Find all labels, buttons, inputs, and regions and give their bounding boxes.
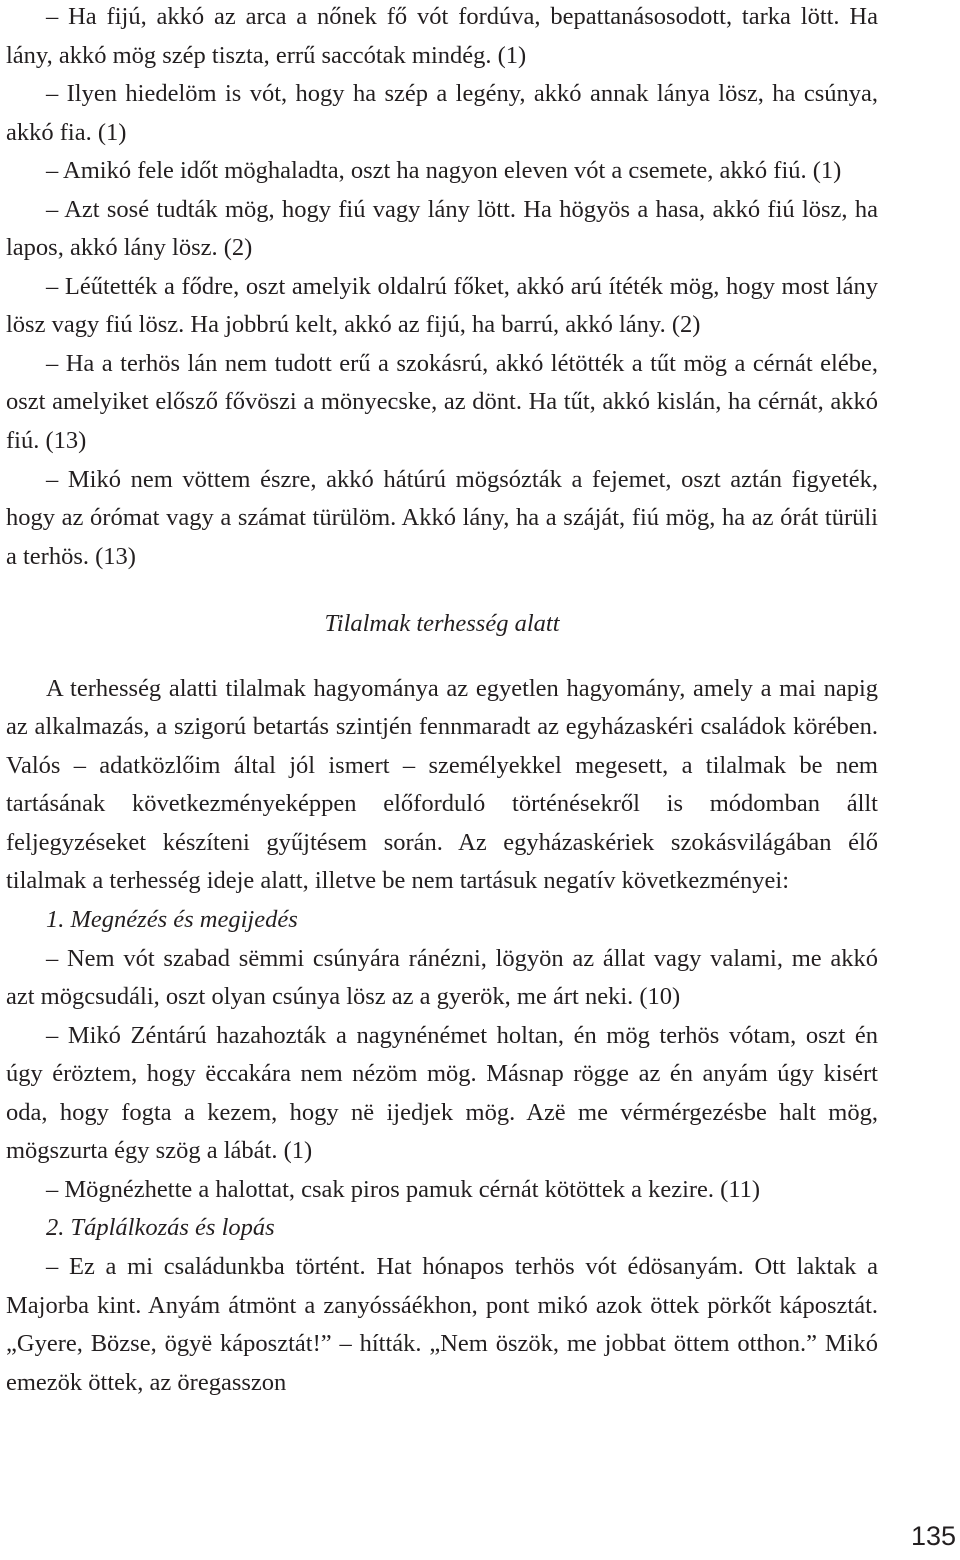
section-title: Tilalmak terhesség alatt	[324, 610, 560, 638]
paragraph: – Léűtették a fődre, oszt amelyik oldalrú főket, akkó arú ítéték mög, hogy most lány lösz vagy fiú lösz. Ha jobbrú kelt, akkó az fijú, ha barrú, akkó lány. (2)	[6, 272, 878, 339]
paragraph: – Ha fijú, akkó az arca a nőnek fő vót fordúva, bepattanásosodott, tarka lött. Ha lány, akkó mög szép tiszta, errű saccótak mindég. (1)	[6, 3, 878, 69]
paragraph: – Ez a mi családunkba történt. Hat hónapos terhös vót édösanyám. Ott laktak a Majorba kint. Anyám átmönt a zanyóssáékhon, pont mikó azok öttek pörkőt káposztát. „Gyere, Bözse, ögyë káposztát!” – hítták. „Nem öszök, me jobbat öttem otthon.” Mikó emezök öttek, az öregasszon	[6, 1252, 878, 1396]
paragraph: – Mikó Zéntárú hazahozták a nagynénémet holtan, én mög terhös vótam, oszt én úgy éröztem, hogy ëccakára nem nézöm mög. Másnap rögge az én anyám úgy kisért oda, hogy fogta a kezem, hogy në ijedjek mög. Azë me vérmérgezésbe halt mög, mögszurta égy szög a lábát. (1)	[6, 1021, 878, 1165]
page-number: 135	[910, 1521, 956, 1551]
paragraph: – Amikó fele időt möghaladta, oszt ha nagyon eleven vót a csemete, akkó fiú. (1)	[46, 157, 842, 185]
paragraph: – Azt sosé tudták mög, hogy fiú vagy lány lött. Ha högyös a hasa, akkó fiú lösz, ha lapos, akkó lány lösz. (2)	[6, 195, 878, 262]
paragraph: – Ilyen hiedelöm is vót, hogy ha szép a legény, akkó annak lánya lösz, ha csúnya, akkó fia. (1)	[6, 80, 878, 146]
intro-paragraph: A terhesség alatti tilalmak hagyománya az egyetlen hagyomány, amely a mai napig az alkalmazás, a szigorú betartás szintjén fennmaradt az egyházaskéri családok körében. Valós – adatközlőim által jól ismert – személyekkel megesett, a tilalmak be nem tartásának következményeképpen előforduló történésekről is módomban állt feljegyzéseket készíteni gyűjtésem során. Az egyházaskériek szokásvilágában élő tilalmak a terhesség ideje alatt, illetve be nem tartásuk negatív következményei:	[6, 674, 878, 895]
paragraph: – Nem vót szabad sëmmi csúnyára ránézni, lögyön az állat vagy valami, me akkó azt mögcsudáli, oszt olyan csúnya lösz az a gyerök, me árt neki. (10)	[6, 944, 878, 1011]
subheading: 2. Táplálkozás és lopás	[46, 1214, 275, 1242]
page-body	[6, 0, 878, 1402]
paragraph: – Mögnézhette a halottat, csak piros pamuk cérnát kötöttek a kezire. (11)	[46, 1175, 761, 1203]
subheading: 1. Megnézés és megijedés	[46, 906, 298, 934]
paragraph: – Ha a terhös lán nem tudott erű a szokásrú, akkó létötték a tűt mög a cérnát elébe, oszt amelyiket elősző fővöszi a mönyecske, az dönt. Ha tűt, akkó kislán, ha cérnát, akkó fiú. (13)	[6, 349, 878, 455]
paragraph: – Mikó nem vöttem észre, akkó hátúrú mögsózták a fejemet, oszt aztán figyeték, hogy az órómat vagy a számat türülöm. Akkó lány, ha a száját, fiú mög, ha az órát türüli a terhös. (13)	[6, 465, 878, 570]
